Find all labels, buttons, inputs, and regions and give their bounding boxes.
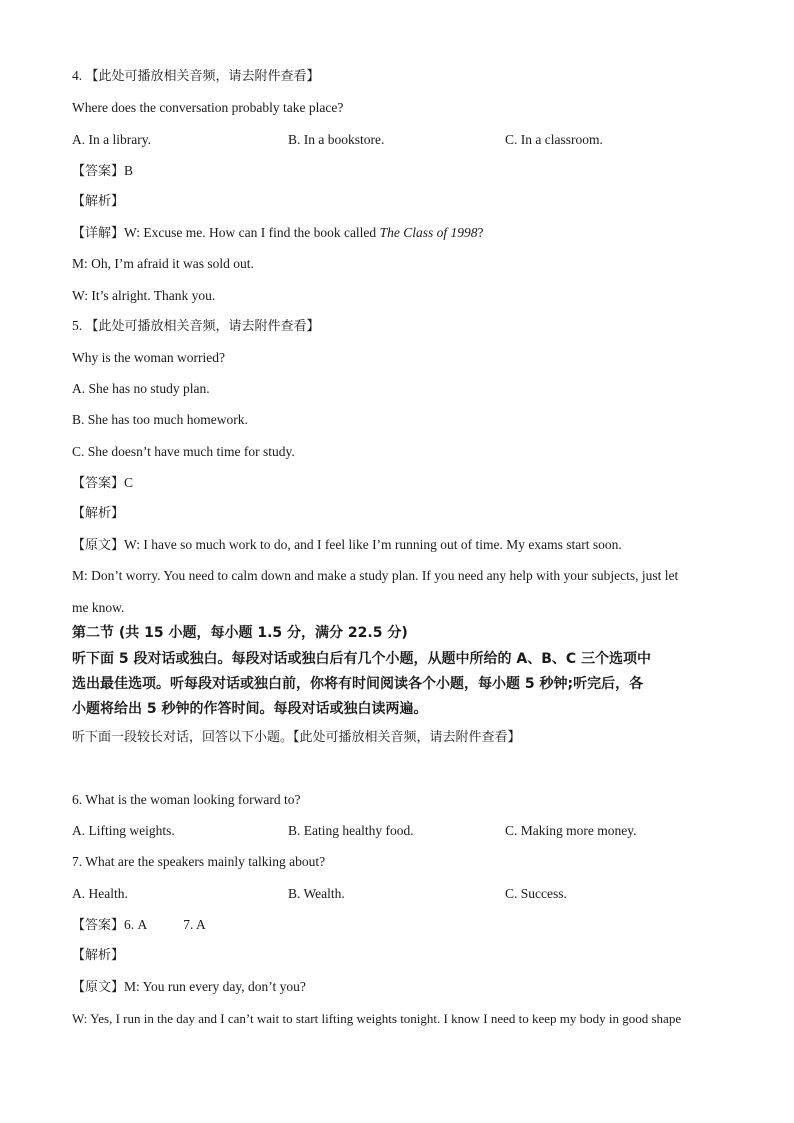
q67-original-first: M: You run every day, don’t you? xyxy=(124,979,306,994)
q5-analysis-label: 【解析】 xyxy=(72,506,125,521)
q5-answer-label: 【答案】 xyxy=(72,476,125,491)
q5-original-line3: me know. xyxy=(72,600,125,615)
q5-original xyxy=(72,537,622,554)
q6-option-b: B. Eating healthy food. xyxy=(288,823,414,838)
q4-answer-value: B xyxy=(124,163,134,178)
q4-detail-label: 【详解】 xyxy=(72,226,125,241)
q4-number: 4. xyxy=(72,68,83,83)
q4-line-m: M: Oh, I’m afraid it was sold out. xyxy=(72,256,254,271)
q4-option-c: C. In a classroom. xyxy=(505,132,603,147)
q5-original-first: W: I have so much work to do, and I feel like I’m running out of time. My exams start soon. xyxy=(124,537,622,552)
q5-header xyxy=(72,318,320,335)
q5-answer-value: C xyxy=(124,475,134,490)
q67-original xyxy=(72,979,306,996)
q4-header xyxy=(72,68,320,85)
section2-instruction-3: 小题将给出 5 秒钟的作答时间。每段对话或独白读两遍。 xyxy=(72,701,428,717)
section2-heading: 第二节 (共 15 小题，每小题 1.5 分，满分 22.5 分) xyxy=(72,625,408,641)
q5-answer xyxy=(72,475,133,492)
q67-answer-label: 【答案】 xyxy=(72,918,125,933)
q4-detail-prefix: W: Excuse me. How can I find the book called xyxy=(124,225,380,240)
q67-answer-1: 6. A xyxy=(124,917,148,932)
q5-number: 5. xyxy=(72,318,83,333)
q4-audio-note[interactable]: 【此处可播放相关音频，请去附件查看】 xyxy=(85,69,320,84)
q4-line-w: W: It’s alright. Thank you. xyxy=(72,288,216,303)
q4-book-title: The Class of 1998 xyxy=(379,225,478,240)
q6-question: 6. What is the woman looking forward to? xyxy=(72,792,301,807)
q4-answer-label: 【答案】 xyxy=(72,164,125,179)
q7-option-a: A. Health. xyxy=(72,886,128,901)
q4-option-a: A. In a library. xyxy=(72,132,151,147)
q5-option-b: B. She has too much homework. xyxy=(72,412,248,427)
q67-answer xyxy=(72,917,206,934)
q67-analysis-label: 【解析】 xyxy=(72,948,125,963)
q7-option-b: B. Wealth. xyxy=(288,886,345,901)
q67-answer-2: 7. A xyxy=(183,917,206,932)
q5-original-label: 【原文】 xyxy=(72,538,125,553)
q67-original-label: 【原文】 xyxy=(72,980,125,995)
q6-option-c: C. Making more money. xyxy=(505,823,637,838)
q4-analysis-label: 【解析】 xyxy=(72,194,125,209)
q4-answer xyxy=(72,163,133,180)
q4-option-b: B. In a bookstore. xyxy=(288,132,385,147)
q5-original-line2: M: Don’t worry. You need to calm down and make a study plan. If you need any help with your subjects, just let xyxy=(72,568,679,583)
q4-question: Where does the conversation probably take place? xyxy=(72,100,344,115)
q5-option-c: C. She doesn’t have much time for study. xyxy=(72,444,295,459)
q5-question: Why is the woman worried? xyxy=(72,350,225,365)
q6-option-a: A. Lifting weights. xyxy=(72,823,175,838)
q5-option-a: A. She has no study plan. xyxy=(72,381,210,396)
section2-instruction-2: 选出最佳选项。听每段对话或独白前，你将有时间阅读各个小题，每小题 5 秒钟;听完后，各 xyxy=(72,676,644,692)
q4-detail xyxy=(72,225,483,242)
q7-option-c: C. Success. xyxy=(505,886,567,901)
q7-question: 7. What are the speakers mainly talking about? xyxy=(72,854,326,869)
q5-audio-note[interactable]: 【此处可播放相关音频，请去附件查看】 xyxy=(85,319,320,334)
q67-original-line2: W: Yes, I run in the day and I can’t wait to start lifting weights tonight. I know I need to keep my body in good shape xyxy=(72,1011,682,1026)
section2-intro[interactable]: 听下面一段较长对话，回答以下小题。【此处可播放相关音频，请去附件查看】 xyxy=(72,730,521,745)
section2-instruction-1: 听下面 5 段对话或独白。每段对话或独白后有几个小题，从题中所给的 A、B、C 三个选项中 xyxy=(72,651,652,667)
q4-detail-suffix: ? xyxy=(477,225,484,240)
